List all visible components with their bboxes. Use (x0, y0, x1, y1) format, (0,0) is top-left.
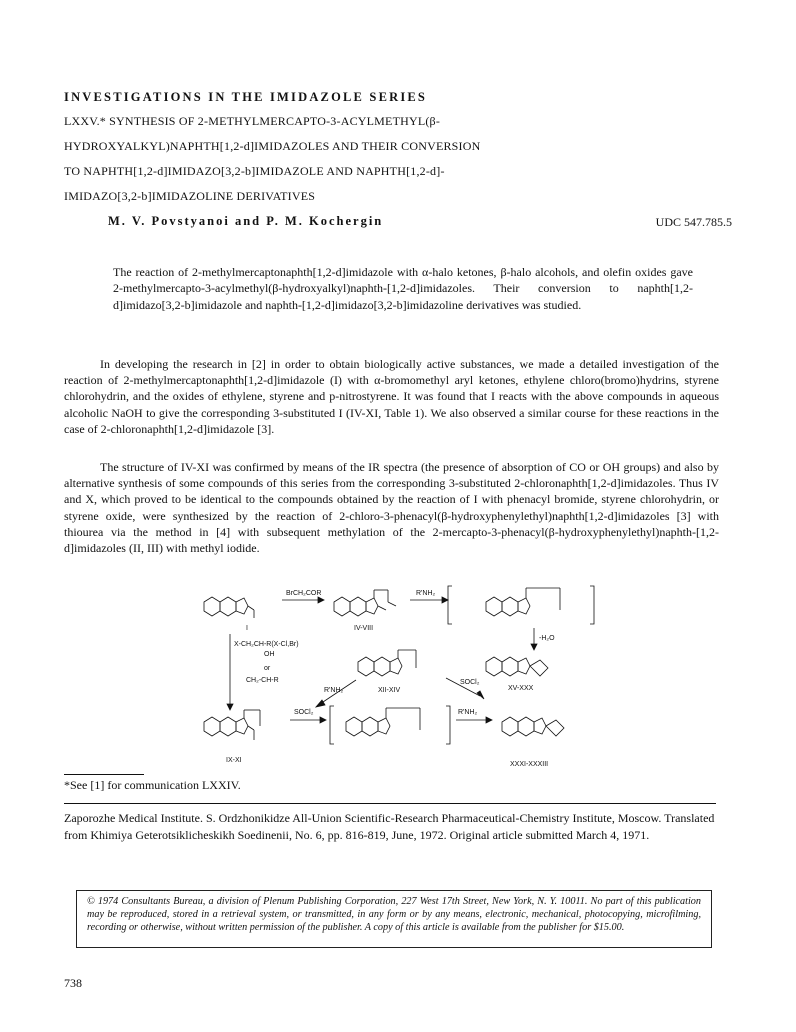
abstract: The reaction of 2-methylmercaptonaphth[1,2-d]imidazole with α-halo ketones, β-halo alcohols, and olefin oxides gave 2-methylmercapto-3-acylmethyl(β-hydroxyalkyl)naphth-[1,2-d]imidazoles. Their conversion to naphth[1,2-d]imidazo[3,2-b]imidazole and naphth-[1,2-d]imidazo[3,2-b]imidazoline derivatives was studied. (113, 265, 693, 312)
reagent-amine-3: R'NH₂ (458, 709, 478, 716)
series-title: INVESTIGATIONS IN THE IMIDAZOLE SERIES (64, 90, 428, 104)
paragraph-text: In developing the research in [2] in order to obtain biologically active substances, we made a detailed investigation of the reaction of 2-methylmercaptonaphth[1,2-d]imidazole (I) with α-bromomethyl aryl ketones, ethylene chloro(bromo)hydrins, styrene chlorohydrin, and the oxides of ethylene, styrene and p-nitrostyrene. It was found that I reacts with the above compounds in aqueous alcoholic NaOH to give the corresponding 3-substituted I (IV-XI, Table 1). We also observed a similar course for these reactions in the case of 2-chloronaphth[1,2-d]imidazole [3]. (64, 357, 719, 436)
compound-label-IV-VIII: IV-VIII (354, 625, 374, 632)
article-title-line-4: IMIDAZO[3,2-b]IMIDAZOLINE DERIVATIVES (64, 189, 316, 203)
compound-label-XXXI-XXXIII: XXXI-XXXIII (510, 761, 549, 768)
alt-reagent-halohydrin: X-CH₂CH-R(X-Cl,Br) (234, 641, 299, 648)
alt-reagent-or: or (264, 665, 271, 672)
compound-label-I: I (246, 625, 248, 632)
copyright-notice: © 1974 Consultants Bureau, a division of Plenum Publishing Corporation, 227 West 17th Street, New York, N. Y. 10011. No part of this publication may be reproduced, stored in a retrieval system, or transmitted, in any form or by any means, electronic, mechanical, photocopying, microfilming, recording or otherwise, without written permission of the publisher. A copy of this article is available from the publisher for $15.00. (76, 890, 712, 948)
article-title-line-1: LXXV.* SYNTHESIS OF 2-METHYLMERCAPTO-3-ACYLMETHYL(β- (64, 114, 441, 128)
alt-reagent-epoxide: CH₂-CH-R (246, 677, 279, 684)
reagent-amine-2: R'NH₂ (324, 687, 344, 694)
footnote-divider (64, 774, 144, 775)
affiliation-divider (64, 803, 716, 804)
affiliation: Zaporozhe Medical Institute. S. Ordzhonikidze All-Union Scientific-Research Pharmaceutical-Chemistry Institute, Moscow. Translated from Khimiya Geterotsiklicheskikh Soedinenii, No. 6, pp. 816-819, June, 1972. Original article submitted March 4, 1971. (64, 811, 715, 842)
compound-label-XV-XXX: XV-XXX (508, 685, 534, 692)
alt-reagent-oh: OH (264, 651, 275, 658)
reagent-dehydration: -H₂O (539, 635, 555, 642)
reagent-amine-1: R'NH₂ (416, 590, 436, 597)
authors: M. V. Povstyanoi and P. M. Kochergin (108, 214, 384, 228)
reagent-bromoacyl: BrCH₂COR (286, 590, 322, 597)
body-paragraph-2 (64, 459, 719, 556)
udc-code: UDC 547.785.5 (655, 215, 732, 229)
page-number: 738 (64, 976, 82, 990)
article-title-line-3: TO NAPHTH[1,2-d]IMIDAZO[3,2-b]IMIDAZOLE AND NAPHTH[1,2-d]- (64, 164, 445, 178)
compound-label-IX-XI: IX-XI (226, 757, 242, 764)
reaction-scheme (190, 580, 610, 770)
reaction-scheme-drawing (190, 580, 610, 770)
article-title-line-2: HYDROXYALKYL)NAPHTH[1,2-d]IMIDAZOLES AND THEIR CONVERSION (64, 139, 481, 153)
reagent-thionyl-2: SOCl₂ (294, 709, 314, 716)
reagent-thionyl-1: SOCl₂ (460, 679, 480, 686)
footnote: *See [1] for communication LXXIV. (64, 778, 241, 792)
compound-label-XII-XIV: XII-XIV (378, 687, 401, 694)
paragraph-text: The structure of IV-XI was confirmed by means of the IR spectra (the presence of absorption of CO or OH groups) and also by alternative synthesis of some compounds of this series from the corresponding 3-substituted 2-chloronaphth[1,2-d]imidazoles. Thus IV and X, which proved to be identical to the compounds obtained by the reaction of I with phenacyl bromide, styrene chlorohydrin, or styrene oxide, were synthesized by the reaction of 2-chloro-3-phenacyl(β-hydroxyphenylethyl)naphth[1,2-d]imidazoles [3] with thiourea via the method in [4] with subsequent methylation of the 2-mercapto-3-phenacyl(β-hydroxyphenylethyl)naphth-[1,2-d]imidazoles (II, III) with methyl iodide. (64, 460, 719, 556)
body-paragraph-1 (64, 356, 719, 437)
